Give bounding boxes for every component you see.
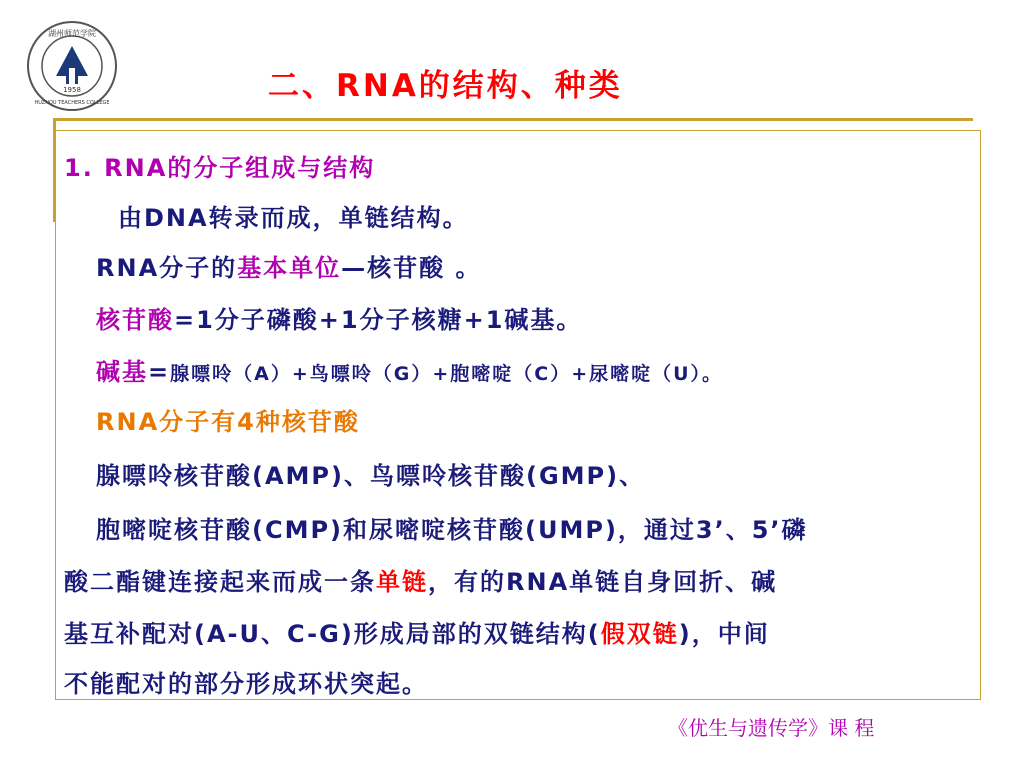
course-footer: 《优生与遗传学》课 程: [668, 716, 875, 740]
college-logo: [26, 20, 118, 112]
line-single-strand: [64, 562, 777, 597]
line-single-strand-a: 酸二酯键连接起来而成一条: [64, 568, 376, 596]
svg-text:HUZHOU TEACHERS COLLEGE: HUZHOU TEACHERS COLLEGE: [34, 100, 110, 106]
line-bases-list: 腺嘌呤（A）+鸟嘌呤（G）+胞嘧啶（C）+尿嘧啶（U）。: [170, 363, 724, 385]
line-cmp-ump: 胞嘧啶核苷酸(CMP)和尿嘧啶核苷酸(UMP)，通过3’、5’磷: [96, 516, 808, 544]
line-transcription: 由DNA转录而成，单链结构。: [118, 204, 469, 232]
term-pseudo-double-strand: 假双链: [600, 620, 679, 648]
line-single-strand-c: ，有的RNA单链自身回折、碱: [428, 568, 778, 596]
title-divider: [53, 118, 973, 121]
line-bases-eq: =: [148, 358, 171, 386]
line-nucleotide: [96, 300, 582, 335]
college-seal-icon: [26, 20, 118, 112]
line-nucleotide-formula: =1分子磷酸+1分子核糖+1碱基。: [174, 306, 583, 334]
svg-text:湖州师范学院: 湖州师范学院: [48, 29, 96, 38]
line-loop: 不能配对的部分形成环状突起。: [64, 670, 428, 698]
line-basic-unit: [96, 248, 482, 283]
svg-text:1958: 1958: [63, 86, 81, 94]
section-heading: 1. RNA的分子组成与结构: [64, 154, 376, 182]
line-pseudo-double: [64, 614, 770, 649]
term-nucleotide: 核苷酸: [96, 306, 174, 334]
line-amp-gmp: 腺嘌呤核苷酸(AMP)、鸟嘌呤核苷酸(GMP)、: [96, 462, 646, 490]
line-four-nucleotides: RNA分子有4种核苷酸: [96, 408, 360, 436]
line-pseudo-double-a: 基互补配对(A-U、C-G)形成局部的双链结构(: [64, 620, 601, 648]
term-single-strand: 单链: [376, 568, 428, 596]
line-pseudo-double-c: )，中间: [678, 620, 770, 648]
line-bases: [96, 352, 723, 387]
line-basic-unit-a: RNA分子的: [96, 254, 238, 282]
term-base: 碱基: [96, 358, 148, 386]
line-basic-unit-c: —核苷酸 。: [341, 254, 482, 282]
slide-title: 二、RNA的结构、种类: [268, 68, 623, 104]
term-basic-unit: 基本单位: [237, 254, 342, 282]
